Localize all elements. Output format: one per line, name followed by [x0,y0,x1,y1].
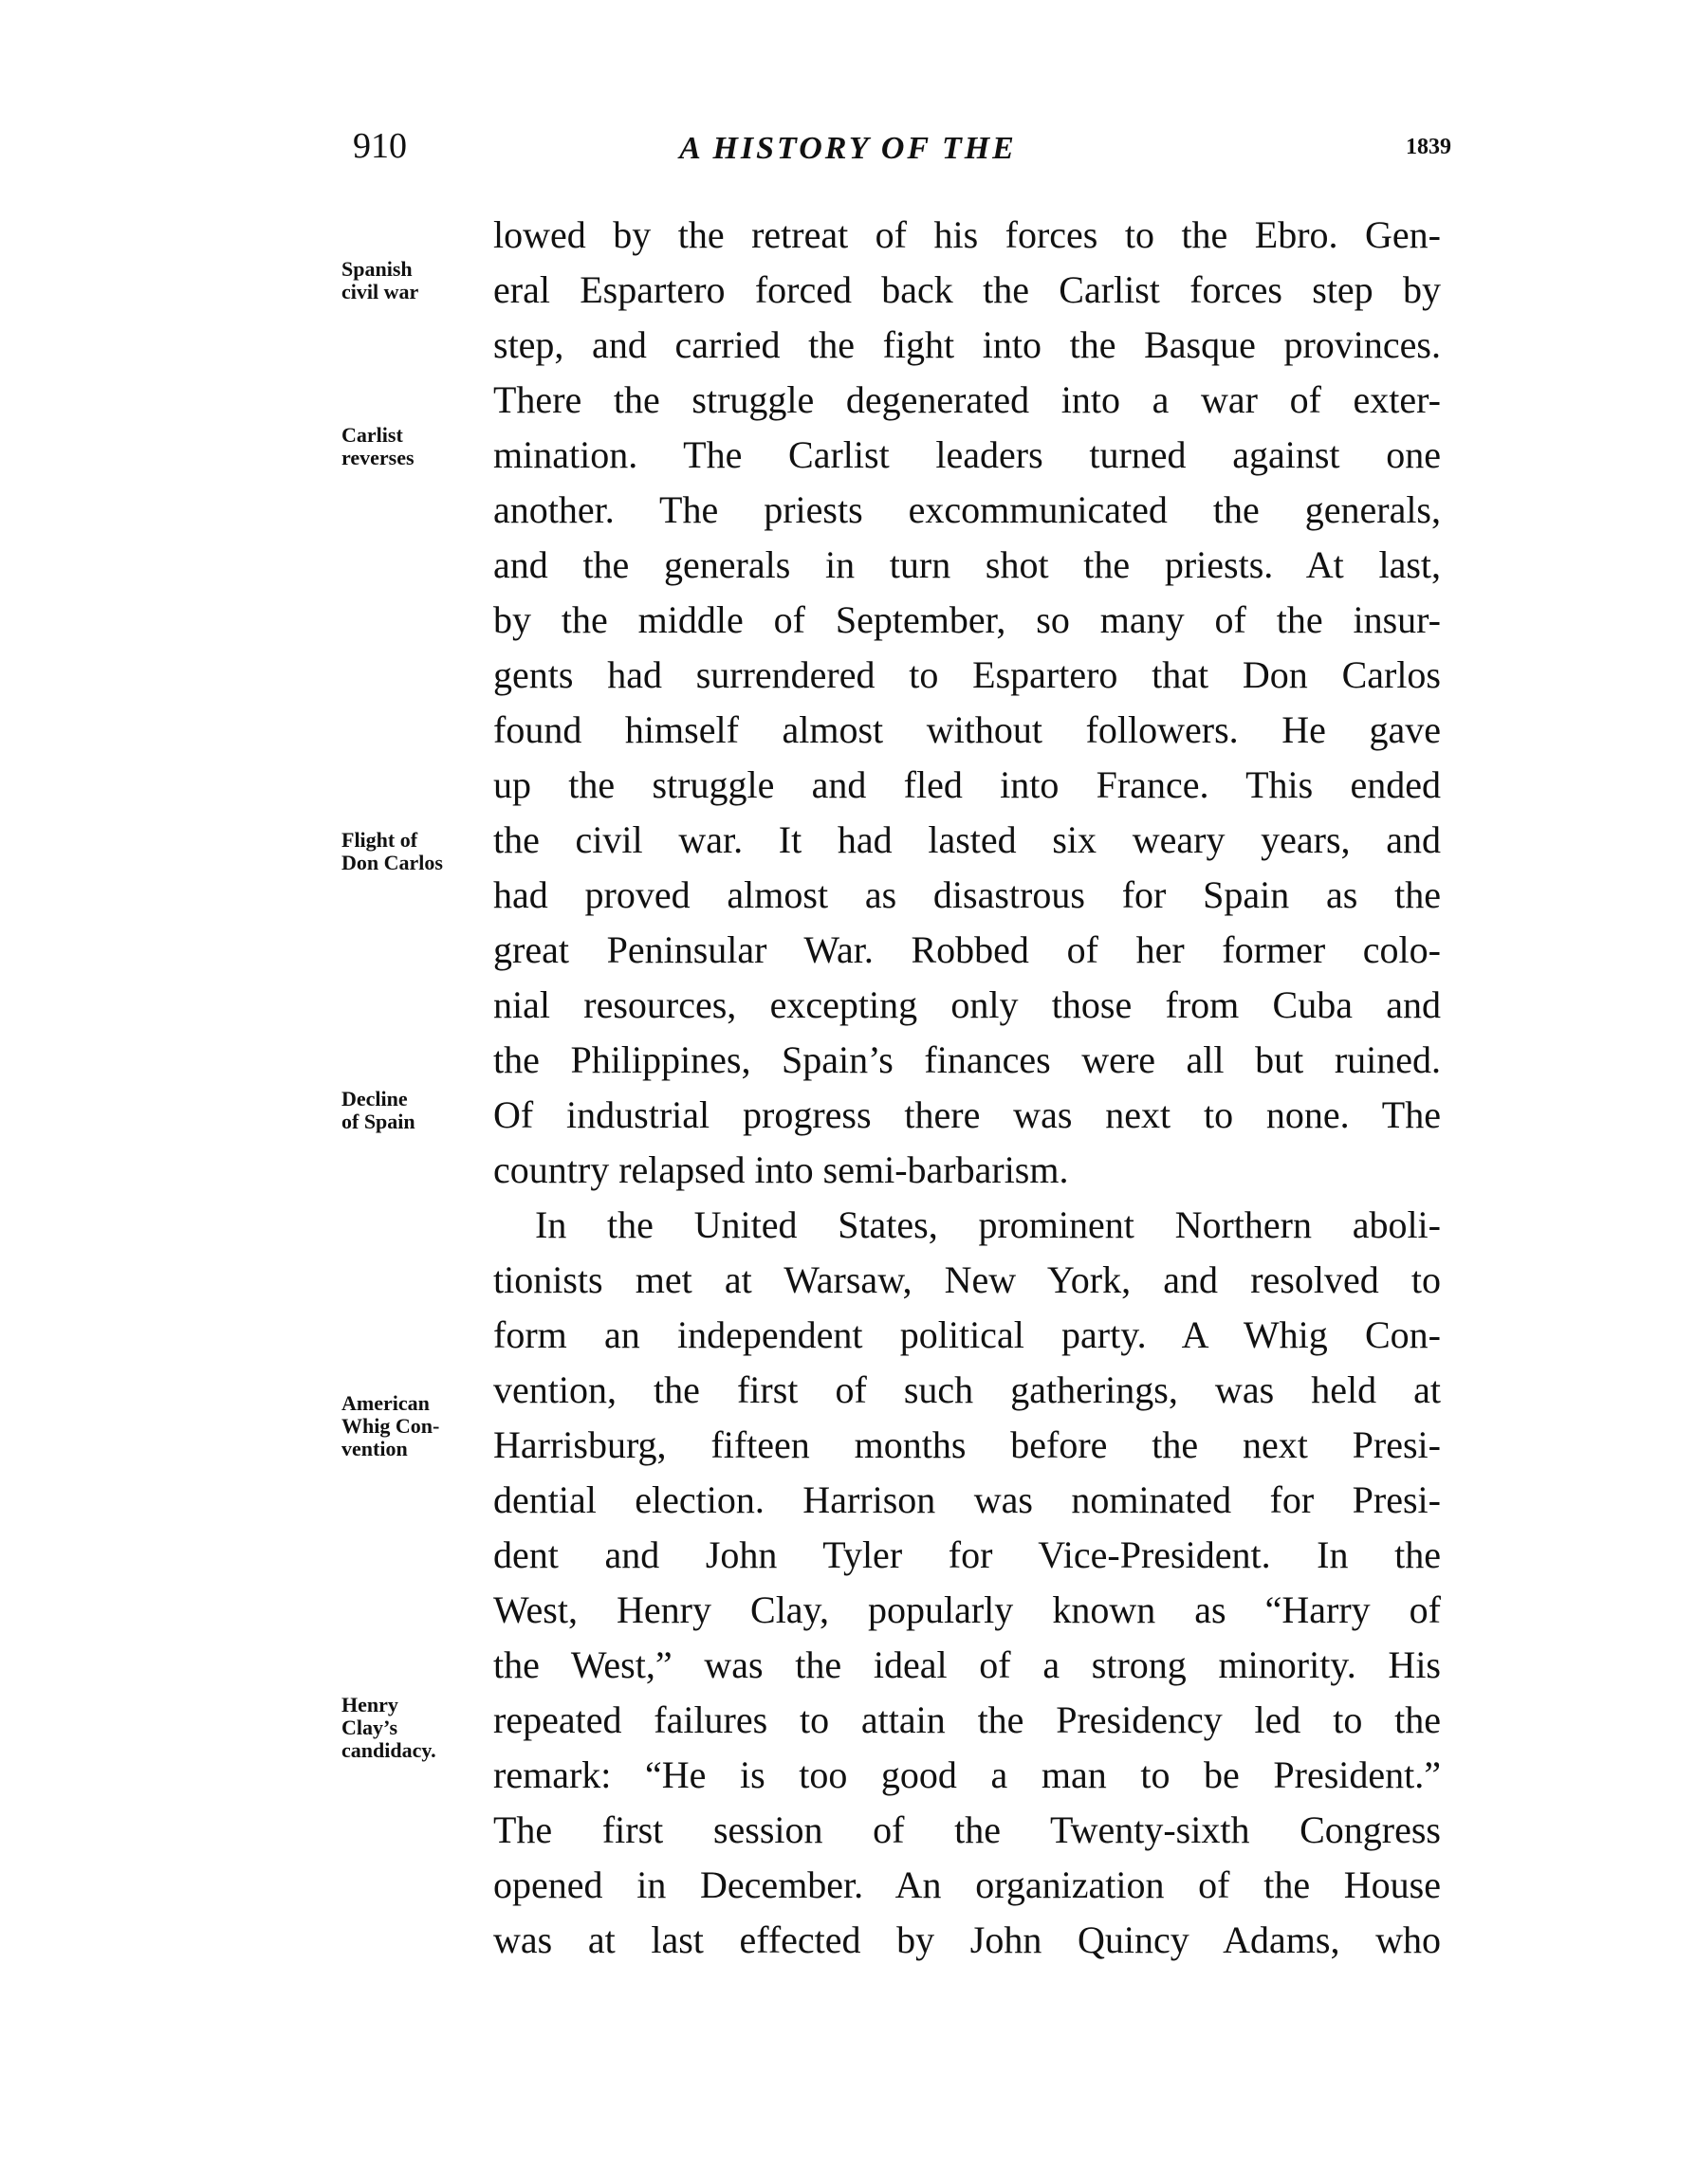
text-line: another. The priests excommunicated the generals, [493,488,1441,531]
text-line: form an independent political party. A Whig Con- [493,1313,1441,1356]
margin-note-line: Carlist [341,423,403,447]
margin-note-line: of Spain [341,1110,415,1133]
text-line: remark: “He is too good a man to be President.” [493,1753,1441,1796]
text-line: tionists met at Warsaw, New York, and resolved to [493,1258,1441,1301]
margin-note-line: Decline [341,1087,408,1110]
text-line: up the struggle and fled into France. This ended [493,763,1441,806]
margin-note [341,424,415,469]
text-line: There the struggle degenerated into a war of exter- [493,378,1441,421]
margin-note-line: Clay’s [341,1716,398,1739]
text-line: In the United States, prominent Northern aboli- [535,1203,1441,1246]
text-line: repeated failures to attain the Presidency led to the [493,1698,1441,1741]
margin-note [341,1088,415,1133]
text-line: gents had surrendered to Espartero that Don Carlos [493,653,1441,696]
text-line: by the middle of September, so many of the insur- [493,598,1441,641]
text-line: the civil war. It had lasted six weary years, and [493,818,1441,861]
margin-note-line: Don Carlos [341,851,443,874]
text-line: found himself almost without followers. He gave [493,708,1441,751]
text-line: eral Espartero forced back the Carlist forces step by [493,268,1441,311]
text-line: vention, the first of such gatherings, was held at [493,1368,1441,1411]
page-number: 910 [353,126,407,166]
text-line: country relapsed into semi-barbarism. [493,1148,1069,1191]
margin-note-line: Flight of [341,828,418,852]
margin-note-line: Whig Con- [341,1414,440,1438]
text-line: the Philippines, Spain’s finances were all but ruined. [493,1038,1441,1081]
text-line: great Peninsular War. Robbed of her former colo- [493,928,1441,971]
text-line: lowed by the retreat of his forces to the Ebro. Gen- [493,213,1441,256]
text-line: and the generals in turn shot the priests. At last, [493,543,1441,586]
margin-note-line: American [341,1391,430,1415]
margin-note [341,829,443,874]
margin-note [341,1392,439,1460]
text-line: Harrisburg, fifteen months before the next Presi- [493,1423,1441,1466]
text-line: Of industrial progress there was next to none. The [493,1093,1441,1136]
margin-note-line: Spanish [341,257,413,281]
year-heading: 1839 [1406,135,1451,159]
text-line: dential election. Harrison was nominated for Presi- [493,1478,1441,1521]
text-line: step, and carried the fight into the Basque provinces. [493,323,1441,366]
margin-note-line: civil war [341,280,419,303]
margin-note-line: reverses [341,446,415,469]
running-title: A HISTORY OF THE [679,131,1017,166]
text-line: West, Henry Clay, popularly known as “Harry of [493,1588,1441,1631]
text-line: the West,” was the ideal of a strong minority. His [493,1643,1441,1686]
text-line: mination. The Carlist leaders turned against one [493,433,1441,476]
text-line: nial resources, excepting only those from Cuba and [493,983,1441,1026]
text-line: dent and John Tyler for Vice-President. In the [493,1533,1441,1576]
margin-note [341,258,418,303]
text-line: had proved almost as disastrous for Spain as the [493,873,1441,916]
text-line: was at last effected by John Quincy Adams, who [493,1918,1441,1961]
margin-note-line: candidacy. [341,1738,436,1762]
margin-note-line: Henry [341,1693,398,1716]
margin-note-line: vention [341,1437,408,1460]
text-line: The first session of the Twenty-sixth Congress [493,1808,1441,1851]
margin-note [341,1694,436,1762]
text-line: opened in December. An organization of the House [493,1863,1441,1906]
